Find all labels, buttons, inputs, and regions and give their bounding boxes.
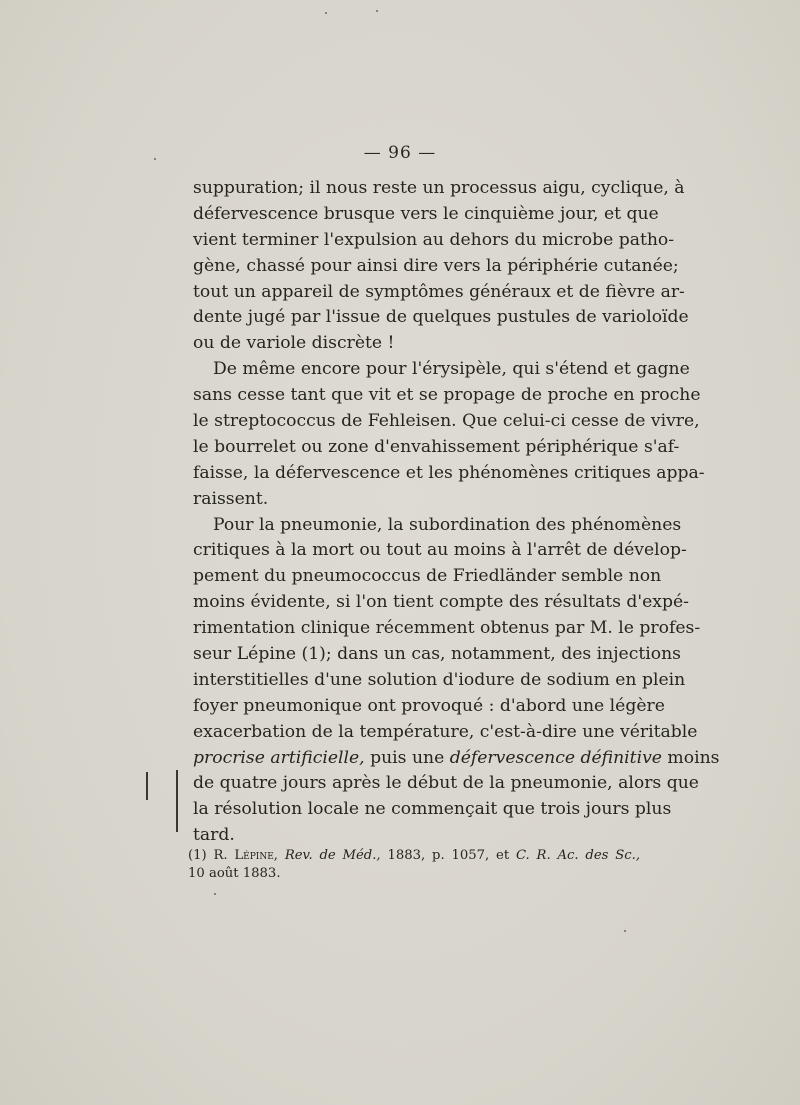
text-line: interstitielles d'une solution d'iodure de sodium en plein	[193, 669, 686, 690]
paper-speck	[624, 930, 626, 932]
text-line: rimentation clinique récemment obtenus par M. le profes-	[193, 618, 701, 639]
text-line: exacerbation de la température, c'est-à-dire une véritable	[193, 721, 698, 742]
footnote-ref: 1883, p. 1057, et	[380, 848, 516, 863]
body-text	[193, 176, 720, 849]
italic-phrase: procrise artificielle,	[193, 747, 365, 768]
text-line: le bourrelet ou zone d'envahissement périphérique s'af-	[193, 436, 680, 457]
margin-mark	[176, 770, 178, 832]
paper-speck	[376, 10, 378, 12]
text-line: moins évidente, si l'on tient compte des résultats d'expé-	[193, 592, 689, 613]
text-line: gène, chassé pour ainsi dire vers la périphérie cutanée;	[193, 255, 679, 276]
text-line: tard.	[193, 825, 235, 846]
text-line: foyer pneumonique ont provoqué : d'abord une légère	[193, 695, 665, 716]
footnote-line: 10 août 1883.	[188, 866, 281, 881]
text-line: vient terminer l'expulsion au dehors du microbe patho-	[193, 229, 675, 250]
footnote-journal-2: C. R. Ac. des Sc.,	[515, 848, 641, 863]
text-line: raissent.	[193, 488, 269, 509]
footnote	[188, 847, 640, 883]
footnote-marker: (1)	[188, 848, 214, 863]
text-line: critiques à la mort ou tout au moins à l'arrêt de dévelop-	[193, 540, 687, 561]
paper-speck	[154, 158, 156, 160]
text-line: De même encore pour l'érysipèle, qui s'étend et gagne	[213, 359, 690, 380]
footnote-author: R. Lépine,	[213, 848, 279, 863]
paper-speck	[214, 893, 216, 895]
text-line: sans cesse tant que vit et se propage de proche en proche	[193, 385, 701, 406]
footnote-line	[188, 847, 640, 865]
text-line: la résolution locale ne commençait que trois jours plus	[193, 799, 672, 820]
text-line: faisse, la défervescence et les phénomènes critiques appa-	[193, 462, 705, 483]
text-line: ou de variole discrète !	[193, 333, 395, 354]
italic-phrase: défervescence définitive	[449, 747, 662, 768]
text-line-italic-mixed	[193, 746, 720, 772]
text-line: tout un appareil de symptômes généraux et de fièvre ar-	[193, 281, 685, 302]
text-line: le streptococcus de Fehleisen. Que celui-ci cesse de vivre,	[193, 411, 700, 432]
text-line: de quatre jours après le début de la pneumonie, alors que	[193, 773, 699, 794]
text-line: défervescence brusque vers le cinquième jour, et que	[193, 203, 659, 224]
page-number: — 96 —	[363, 143, 437, 163]
text-run: moins	[661, 747, 720, 768]
margin-mark	[146, 772, 148, 800]
text-run: puis une	[364, 747, 450, 768]
footnote-journal: Rev. de Méd.,	[278, 848, 381, 863]
text-line: suppuration; il nous reste un processus aigu, cyclique, à	[193, 178, 685, 198]
text-line: Pour la pneumonie, la subordination des phénomènes	[213, 514, 682, 535]
text-line: dente jugé par l'issue de quelques pustules de varioloïde	[193, 307, 689, 328]
paper-speck	[325, 12, 327, 14]
text-line: seur Lépine (1); dans un cas, notamment, des injections	[193, 644, 681, 665]
text-line: pement du pneumococcus de Friedländer semble non	[193, 566, 662, 587]
